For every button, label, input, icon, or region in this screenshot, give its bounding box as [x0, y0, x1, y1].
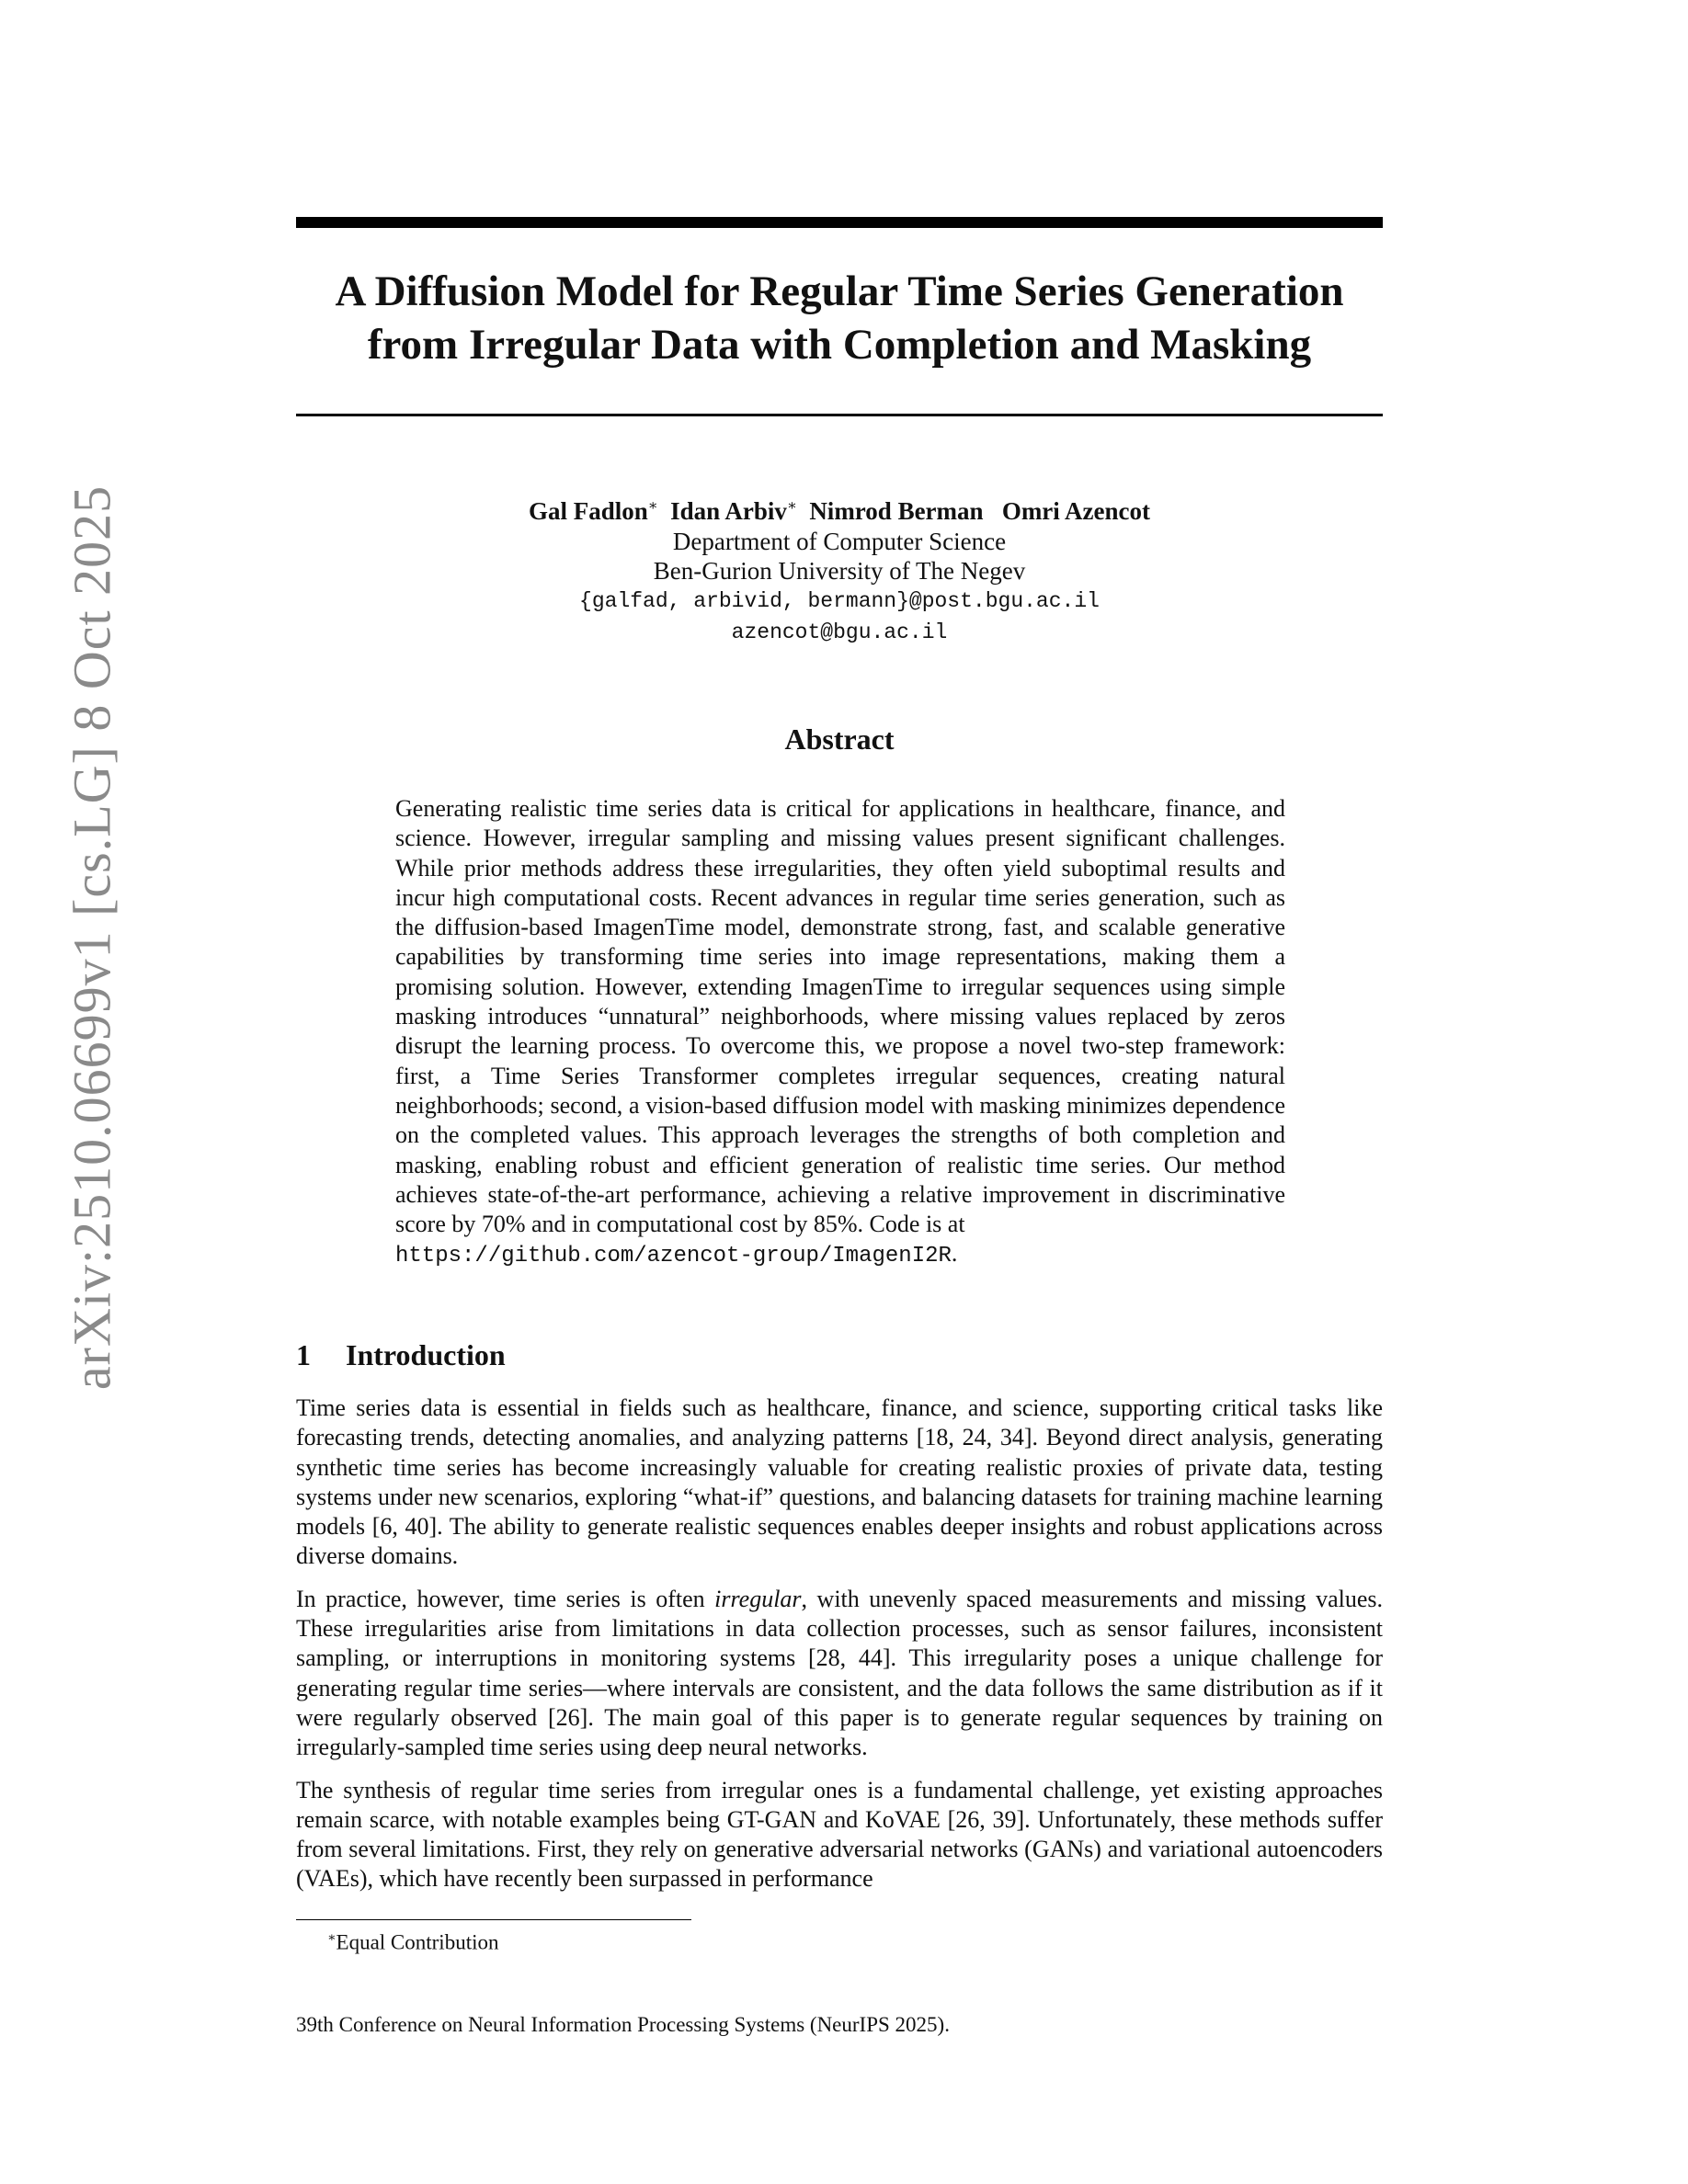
abstract-heading: Abstract: [784, 722, 895, 756]
abstract-text: [395, 794, 1285, 1272]
title-line-2: from Irregular Data with Completion and Masking: [367, 321, 1312, 369]
author-email: azencot@bgu.ac.il: [731, 620, 948, 644]
title-bottom-rule: [296, 414, 1383, 416]
footnote-rule: [296, 1919, 691, 1920]
paragraph: Time series data is essential in fields such as healthcare, finance, and science, supporting critical tasks like forecasting trends, detecting anomalies, and analyzing patterns [18, 24, 34]. Beyond direct analysis, generating synthetic time series has become increasingly valuable for creating realistic proxies of private data, testing systems under new scenarios, exploring “what-if” questions, and balancing datasets for training machine learning models [6, 40]. The ability to generate realistic sequences enables deeper insights and robust applications across diverse domains.: [296, 1394, 1383, 1570]
paragraph-text: In practice, however, time series is often: [296, 1585, 715, 1612]
emphasis-text: irregular: [714, 1585, 802, 1612]
paragraph-text: , with unevenly spaced measurements and missing values. These irregularities arise from limitations in data collection processes, such as sensor failures, inconsistent sampling, or interruptions in monitoring systems [28, 44]. This irregularity poses a unique challenge for generating regular time series—where intervals are consistent, and the data follows the same distribution as if it were regularly observed [26]. The main goal of this paper is to generate regular sequences by training on irregularly-sampled time series using deep neural networks.: [296, 1585, 1383, 1761]
footnote-text: Equal Contribution: [336, 1930, 499, 1954]
arxiv-id-text: arXiv:2510.06699v1 [cs.LG] 8 Oct 2025: [62, 484, 122, 1391]
equal-contribution-mark: ∗: [786, 498, 797, 514]
author-email: {galfad, arbivid, bermann}@post.bgu.ac.il: [579, 589, 1100, 613]
introduction-body: [296, 1393, 1383, 1907]
author-department: Department of Computer Science: [672, 528, 1007, 555]
author-block: [296, 491, 1383, 648]
footnote: [327, 1925, 498, 1957]
author-name: Gal Fadlon: [528, 497, 648, 525]
author-name: Nimrod Berman: [809, 497, 984, 525]
author-names: [296, 491, 1383, 527]
abstract-body: Generating realistic time series data is critical for applications in healthcare, finance, and science. However, irregular sampling and missing values present significant challenges. While prior methods address these irregularities, they often yield suboptimal results and incur high computational costs. Recent advances in regular time series generation, such as the diffusion-based ImagenTime model, demonstrate strong, fast, and scalable generative capabilities by transforming time series into image representations, making them a promising solution. However, extending ImagenTime to irregular sequences using simple masking introduces “unnatural” neighborhoods, where missing values replaced by zeros disrupt the learning process. To overcome this, we propose a novel two-step framework: first, a Time Series Transformer completes irregular sequences, creating natural neighborhoods; second, a vision-based diffusion model with masking minimizes dependence on the completed values. This approach leverages the strengths of both completion and masking, enabling robust and efficient generation of realistic time series. Our method achieves state-of-the-art performance, achieving a relative improvement in discriminative score by 70% and in computational cost by 85%. Code is at: [395, 795, 1285, 1238]
section-number: 1: [296, 1338, 311, 1371]
code-link[interactable]: https://github.com/azencot-group/ImagenI2R: [395, 1244, 952, 1269]
section-title: Introduction: [346, 1338, 506, 1371]
title-top-rule: [296, 217, 1383, 228]
equal-contribution-mark: ∗: [647, 498, 658, 514]
abstract-end-punct: .: [951, 1240, 958, 1268]
title-line-1: A Diffusion Model for Regular Time Series Generation: [335, 267, 1344, 315]
footnote-mark: ∗: [327, 1931, 336, 1945]
paper-title: [296, 265, 1383, 371]
paragraph: The synthesis of regular time series from irregular ones is a fundamental challenge, yet existing approaches remain scarce, with notable examples being GT-GAN and KoVAE [26, 39]. Unfortunately, these methods suffer from several limitations. First, they rely on generative adversarial networks (GANs) and variational autoencoders (VAEs), which have recently been surpassed in performance: [296, 1776, 1383, 1893]
venue-footer: 39th Conference on Neural Information Processing Systems (NeurIPS 2025).: [296, 2013, 950, 2036]
author-university: Ben-Gurion University of The Negev: [653, 557, 1026, 585]
author-name: Idan Arbiv: [670, 497, 787, 525]
section-heading: [296, 1337, 506, 1373]
paragraph: [296, 1585, 1383, 1763]
author-name: Omri Azencot: [1001, 497, 1151, 525]
